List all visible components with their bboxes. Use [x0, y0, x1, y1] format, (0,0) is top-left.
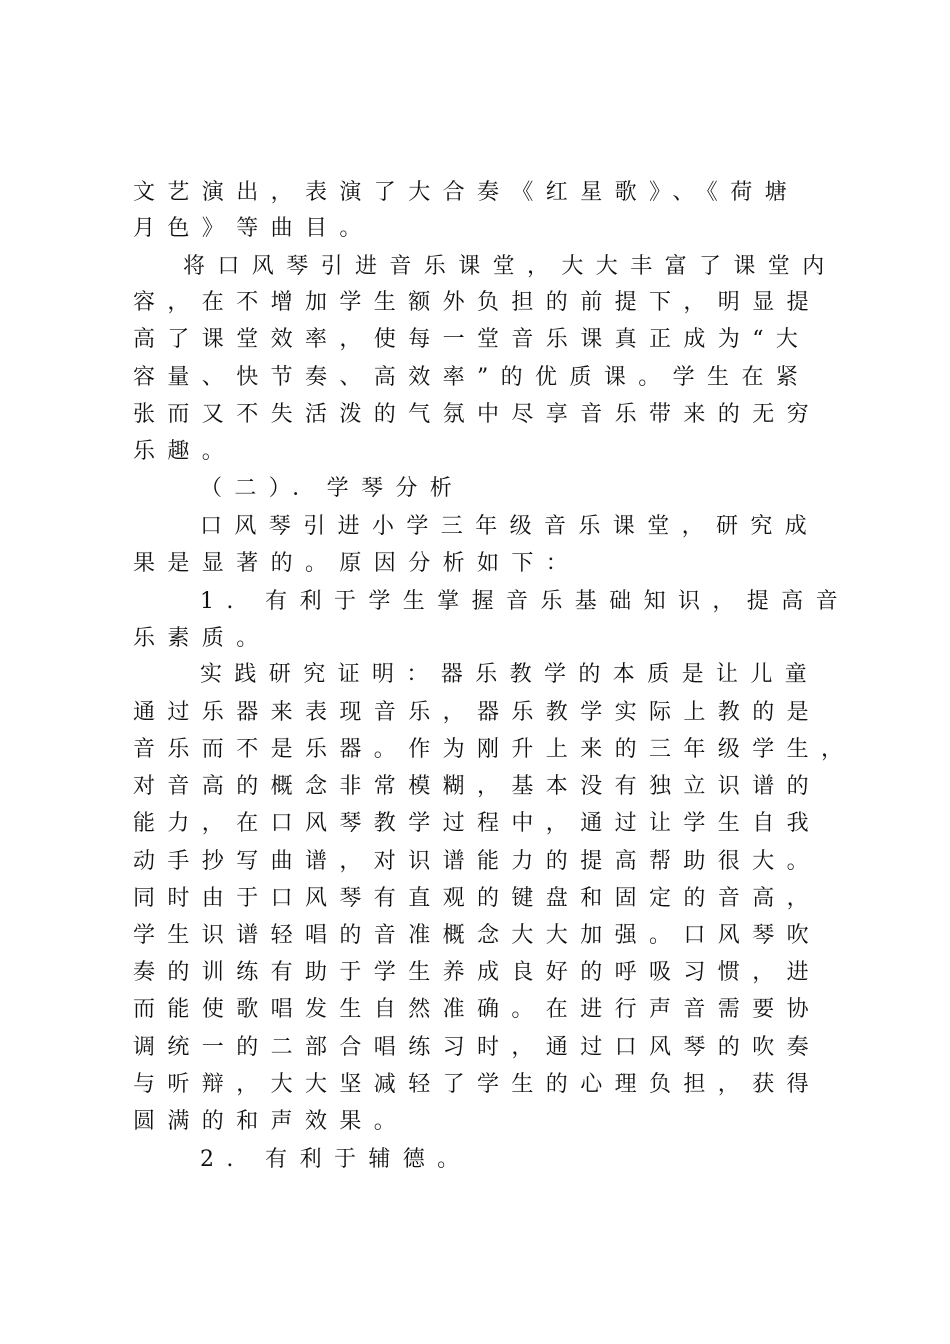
text-line: 圆满的和声效果。	[133, 1109, 409, 1134]
text-line: 容，在不增加学生额外负担的前提下，明显提	[133, 290, 822, 315]
text-line: 高了课堂效率，使每一堂音乐课真正成为“大	[133, 327, 811, 352]
text-line: 动手抄写曲谱，对识谱能力的提高帮助很大。	[133, 849, 822, 874]
text-line: 学生识谱轻唱的音准概念大大加强。口风琴吹	[133, 923, 822, 948]
section-heading: （二）．学琴分析	[200, 476, 465, 501]
paragraph-first-line: 实践研究证明：器乐教学的本质是让儿童	[200, 662, 820, 687]
text-line: 乐趣。	[133, 439, 237, 464]
paragraph-first-line: 将口风琴引进音乐课堂，大大丰富了课堂内	[183, 254, 837, 279]
text-line: 月色》等曲目。	[133, 216, 374, 241]
text-line: 奏的训练有助于学生养成良好的呼吸习惯，进	[133, 960, 822, 985]
text-line: 文艺演出，表演了大合奏《红星歌》、《荷塘	[133, 180, 800, 205]
text-line: 与听辩，大大坚减轻了学生的心理负担，获得	[133, 1072, 822, 1097]
text-line: 乐素质。	[133, 626, 271, 651]
text-line: 能力，在口风琴教学过程中，通过让学生自我	[133, 811, 822, 836]
text-line: 张而又不失活泼的气氛中尽享音乐带来的无穷	[133, 402, 822, 427]
list-item-first-line: 2. 有利于辅德。	[200, 1147, 472, 1172]
paragraph-first-line: 口风琴引进小学三年级音乐课堂，研究成	[200, 514, 820, 539]
list-item-first-line: 1. 有利于学生掌握音乐基础知识，提高音	[200, 589, 850, 614]
text-line: 而能使歌唱发生自然准确。在进行声音需要协	[133, 997, 822, 1022]
text-line: 果是显著的。原因分析如下：	[133, 551, 581, 576]
text-line: 调统一的二部合唱练习时，通过口风琴的吹奏	[133, 1035, 822, 1060]
text-line: 同时由于口风琴有直观的键盘和固定的音高，	[133, 886, 822, 911]
text-line: 音乐而不是乐器。作为刚升上来的三年级学生，	[133, 737, 856, 762]
text-line: 通过乐器来表现音乐，器乐教学实际上教的是	[133, 700, 822, 725]
text-line: 容量、快节奏、高效率”的优质课。学生在紧	[133, 365, 811, 390]
text-line: 对音高的概念非常模糊，基本没有独立识谱的	[133, 774, 822, 799]
